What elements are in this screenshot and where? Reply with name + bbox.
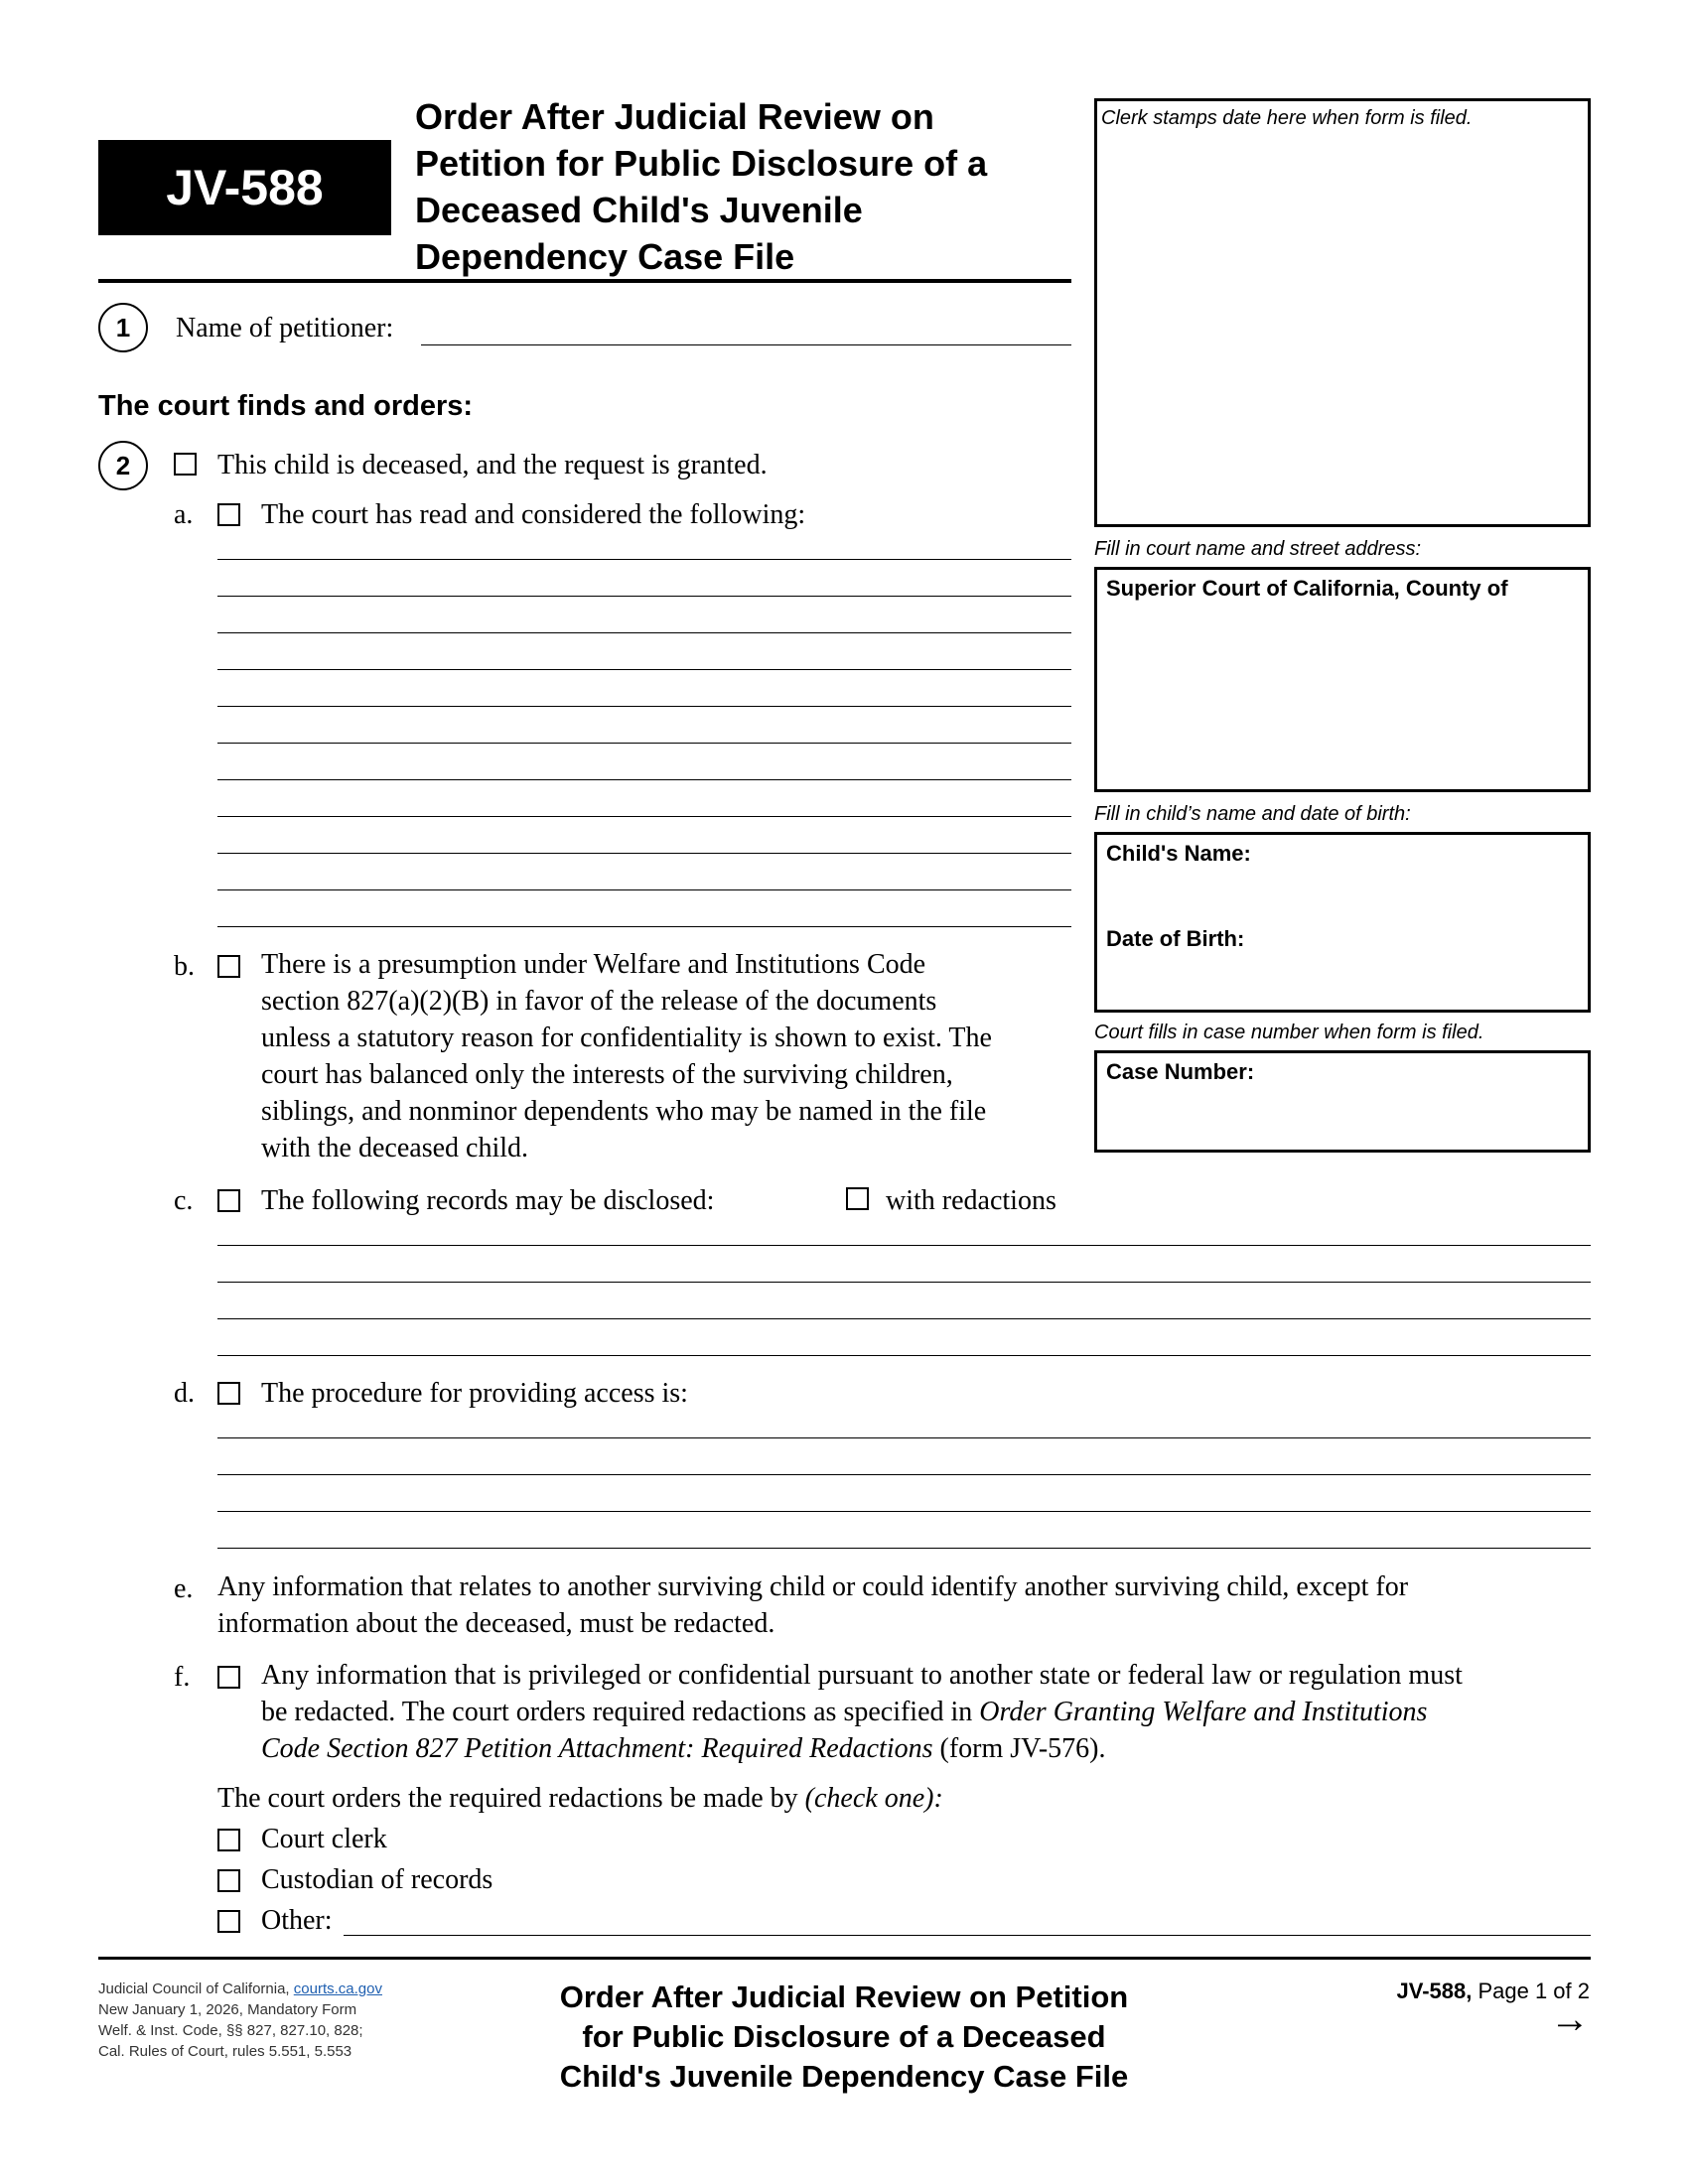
item-2a-letter: a. [174,499,194,530]
item-2a-line[interactable] [217,559,1071,560]
page-number: Page 1 of 2 [1472,1979,1590,2003]
petitioner-label: Name of petitioner: [176,313,394,343]
footer-title [496,1978,1192,2097]
title-line: Deceased Child's Juvenile [415,190,863,230]
item-2b-line: court has balanced only the interests of the surviving children, [261,1059,953,1090]
item-2d-line[interactable] [217,1548,1591,1549]
item-2f-line [261,1730,1463,1767]
footer-divider [98,1957,1591,1960]
item-2f-line: Any information that is privileged or confidential pursuant to another state or federal law or regulation must [261,1660,1463,1691]
item-2c-checkbox[interactable] [217,1189,240,1212]
item-2b-line: unless a statutory reason for confidentiality is shown to exist. The [261,1023,992,1053]
item-1-number: 1 [98,303,148,352]
item-2d-line[interactable] [217,1437,1591,1438]
item-2f-checkbox[interactable] [217,1666,240,1689]
custodian-checkbox[interactable] [217,1869,240,1892]
item-2c-line[interactable] [217,1355,1591,1356]
footer-citation-line: Welf. & Inst. Code, §§ 827, 827.10, 828; [98,2022,363,2039]
item-2d-line[interactable] [217,1474,1591,1475]
item-2d-text: The procedure for providing access is: [261,1378,688,1409]
redaction-by-text [217,1785,943,1813]
item-2c-line[interactable] [217,1245,1591,1246]
item-2e-line: Any information that relates to another surviving child or could identify another surviving child, except for [217,1571,1409,1602]
judicial-council-text: Judicial Council of California, [98,1980,294,1997]
court-address-box[interactable] [1094,567,1591,792]
item-2f-line [261,1694,1463,1730]
item-2a-text: The court has read and considered the following: [261,499,806,530]
footer-title-line: for Public Disclosure of a Deceased [582,2019,1106,2054]
footer-citation-line [98,1979,382,1999]
item-2a-line[interactable] [217,926,1071,927]
footer-citation-line: New January 1, 2026, Mandatory Form [98,2001,357,2018]
item-2f-form-title: Order Granting Welfare and Institutions [979,1697,1428,1727]
clerk-stamp-box[interactable] [1094,98,1591,527]
item-2a-line[interactable] [217,632,1071,633]
item-2a-line[interactable] [217,853,1071,854]
petitioner-name-field[interactable] [421,344,1071,345]
item-2d-checkbox[interactable] [217,1382,240,1405]
child-info-box[interactable] [1094,832,1591,1013]
item-2b-line: section 827(a)(2)(B) in favor of the release of the documents [261,986,937,1017]
case-number-hint: Court fills in case number when form is filed. [1094,1022,1484,1043]
item-2a-line[interactable] [217,889,1071,890]
courts-website-link[interactable]: courts.ca.gov [293,1980,382,1997]
item-2-checkbox[interactable] [174,453,197,476]
redaction-by-label: The court orders the required redactions be made by [217,1783,805,1814]
case-number-label: Case Number: [1106,1059,1255,1084]
item-2c-line[interactable] [217,1318,1591,1319]
item-2f-line2-text: be redacted. The court orders required redactions as specified in [261,1697,980,1727]
child-info-label: Fill in child’s name and date of birth: [1094,803,1411,825]
other-field[interactable] [344,1935,1591,1936]
item-2a-checkbox[interactable] [217,503,240,526]
footer-citations [98,1979,382,2062]
title-line: Dependency Case File [415,236,795,277]
clerk-stamp-label: Clerk stamps date here when form is filed. [1101,107,1473,129]
item-2a-line[interactable] [217,706,1071,707]
court-address-label: Fill in court name and street address: [1094,538,1422,560]
item-2e-line: information about the deceased, must be redacted. [217,1608,775,1639]
item-2b-line: There is a presumption under Welfare and Institutions Code [261,949,926,980]
footer-title-line: Child's Juvenile Dependency Case File [559,2059,1129,2094]
court-clerk-checkbox[interactable] [217,1829,240,1851]
item-2c-letter: c. [174,1185,194,1216]
item-2f-text [261,1657,1463,1767]
item-2a-line[interactable] [217,779,1071,780]
with-redactions-label: with redactions [886,1185,1056,1216]
item-2c-line[interactable] [217,1282,1591,1283]
court-clerk-label: Court clerk [261,1824,387,1854]
item-2f-line3-text: (form JV-576). [932,1733,1106,1764]
other-checkbox[interactable] [217,1910,240,1933]
item-2b-line: with the deceased child. [261,1133,529,1163]
child-name-label: Child's Name: [1106,841,1251,866]
check-one-hint: (check one): [804,1783,943,1814]
item-2d-line[interactable] [217,1511,1591,1512]
court-name: Superior Court of California, County of [1106,576,1508,601]
item-2e-text [217,1569,1408,1642]
section-heading: The court finds and orders: [98,390,474,422]
header-divider [98,279,1071,283]
with-redactions-checkbox[interactable] [846,1187,869,1210]
title-line: Petition for Public Disclosure of a [415,143,988,184]
item-2c-text: The following records may be disclosed: [261,1185,715,1216]
footer-form-id: JV-588, [1396,1979,1473,2003]
custodian-label: Custodian of records [261,1864,493,1895]
footer-title-line: Order After Judicial Review on Petition [559,1979,1129,2014]
dob-label: Date of Birth: [1106,926,1245,951]
case-number-box[interactable] [1094,1050,1591,1153]
item-2e-letter: e. [174,1573,194,1604]
form-title [415,93,1070,280]
item-2b-line: siblings, and nonminor dependents who may be named in the file [261,1096,987,1127]
item-2a-line[interactable] [217,669,1071,670]
title-line: Order After Judicial Review on [415,96,934,137]
item-2-number: 2 [98,441,148,490]
item-2b-text [261,946,992,1166]
item-2f-letter: f. [174,1662,191,1693]
item-2a-line[interactable] [217,596,1071,597]
item-2a-line[interactable] [217,743,1071,744]
next-page-arrow-icon: → [1550,1997,1590,2041]
item-2f-form-title-cont: Code Section 827 Petition Attachment: Required Redactions [261,1733,933,1764]
item-2a-line[interactable] [217,816,1071,817]
footer-citation-line: Cal. Rules of Court, rules 5.551, 5.553 [98,2043,352,2060]
item-2-text: This child is deceased, and the request is granted. [217,450,768,480]
other-label: Other: [261,1905,333,1936]
item-2b-checkbox[interactable] [217,955,240,978]
form-number-badge: JV-588 [98,140,391,235]
item-2d-letter: d. [174,1378,195,1409]
item-2b-letter: b. [174,951,195,982]
